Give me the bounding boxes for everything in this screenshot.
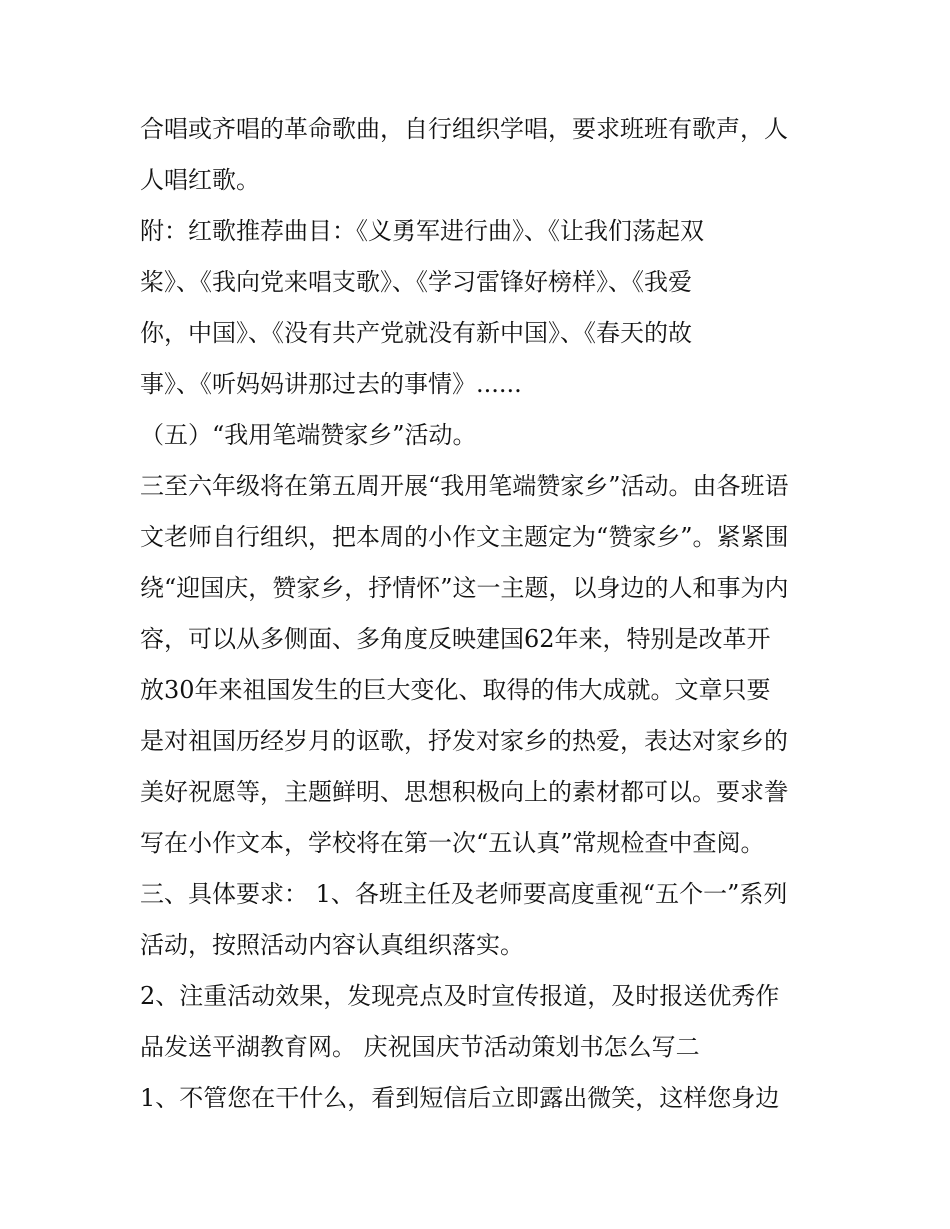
text-line: 绕“迎国庆，赞家乡，抒情怀”这一主题，以身边的人和事为内 — [140, 574, 789, 602]
text-line: 是对祖国历经岁月的讴歌，抒发对家乡的热爱，表达对家乡的 — [140, 727, 788, 755]
text-line: 合唱或齐唱的革命歌曲，自行组织学唱，要求班班有歌声，人 — [140, 115, 788, 143]
text-line: 附：红歌推荐曲目：《义勇军进行曲》、《让我们荡起双 — [140, 217, 704, 245]
text-line: 活动，按照活动内容认真组织落实。 — [140, 931, 524, 959]
text-line: 2、注重活动效果，发现亮点及时宣传报道，及时报送优秀作 — [140, 982, 780, 1010]
text-line: 你，中国》、《没有共产党就没有新中国》、《春天的故 — [140, 319, 692, 347]
text-line: 桨》、《我向党来唱支歌》、《学习雷锋好榜样》、《我爱 — [140, 268, 692, 296]
text-line: 1、不管您在干什么，看到短信后立即露出微笑，这样您身边 — [140, 1084, 780, 1112]
text-line: 品发送平湖教育网。 庆祝国庆节活动策划书怎么写二 — [140, 1033, 700, 1061]
text-line: 事》、《听妈妈讲那过去的事情》...... — [140, 370, 522, 398]
text-line: 三至六年级将在第五周开展“我用笔端赞家乡”活动。由各班语 — [140, 472, 789, 500]
text-line: 文老师自行组织，把本周的小作文主题定为“赞家乡”。紧紧围 — [140, 523, 789, 551]
text-line: 放30年来祖国发生的巨大变化、取得的伟大成就。文章只要 — [140, 676, 771, 704]
section-heading: （五）“我用笔端赞家乡”活动。 — [140, 421, 477, 449]
text-line: 容，可以从多侧面、多角度反映建国62年来，特别是改革开 — [140, 625, 771, 653]
text-line: 人唱红歌。 — [140, 166, 260, 194]
section-heading: 三、具体要求： 1、各班主任及老师要高度重视“五个一”系列 — [140, 880, 788, 908]
text-line: 写在小作文本，学校将在第一次“五认真”常规检查中查阅。 — [140, 829, 765, 857]
text-line: 美好祝愿等，主题鲜明、思想积极向上的素材都可以。要求誊 — [140, 778, 788, 806]
